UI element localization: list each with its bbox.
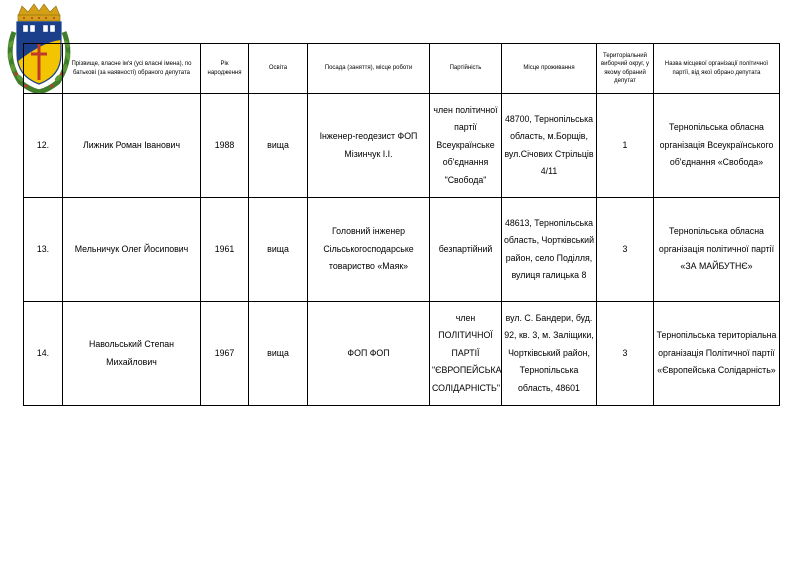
party: член політичної партії Всеукраїнське об'єднання "Свобода" — [430, 94, 502, 198]
organization: Тернопільська обласна організація політичної партії «ЗА МАЙБУТНЄ» — [654, 198, 780, 302]
header-education: Освіта — [249, 44, 308, 94]
party: безпартійний — [430, 198, 502, 302]
deputies-table — [23, 43, 780, 406]
education: вища — [249, 198, 308, 302]
birth-year: 1967 — [201, 302, 249, 406]
table-header-row — [24, 44, 780, 94]
education: вища — [249, 94, 308, 198]
district: 3 — [597, 198, 654, 302]
header-residence: Місце проживання — [502, 44, 597, 94]
organization: Тернопільська обласна організація Всеукраїнського об'єднання «Свобода» — [654, 94, 780, 198]
deputy-name: Мельничук Олег Йосипович — [63, 198, 201, 302]
header-district: Територіальний виборчий округ, у якому обраний депутат — [597, 44, 654, 94]
position: ФОП ФОП — [308, 302, 430, 406]
header-number — [24, 44, 63, 94]
position: Головний інженер Сільськогосподарське товариство «Маяк» — [308, 198, 430, 302]
row-number: 13. — [24, 198, 63, 302]
table-row — [24, 302, 780, 406]
header-name: Прізвище, власне ім'я (усі власні імена), по батькові (за наявності) обраного депутата — [63, 44, 201, 94]
header-organization: Назва місцевої організації політичної партії, від якої обрано депутата — [654, 44, 780, 94]
row-number: 12. — [24, 94, 63, 198]
header-position: Посада (заняття), місце роботи — [308, 44, 430, 94]
position: Інженер-геодезист ФОП Мізинчук І.І. — [308, 94, 430, 198]
residence: 48700, Тернопільська область, м.Борщів, вул.Січових Стрільців 4/11 — [502, 94, 597, 198]
party: член ПОЛІТИЧНОЇ ПАРТІЇ "ЄВРОПЕЙСЬКА СОЛІДАРНІСТЬ" — [430, 302, 502, 406]
table-row — [24, 94, 780, 198]
row-number: 14. — [24, 302, 63, 406]
header-party: Партійність — [430, 44, 502, 94]
table-row — [24, 198, 780, 302]
header-birth-year: Рік народження — [201, 44, 249, 94]
residence: 48613, Тернопільська область, Чортківський район, село Поділля, вулиця галицька 8 — [502, 198, 597, 302]
district: 1 — [597, 94, 654, 198]
deputy-name: Навольський Степан Михайлович — [63, 302, 201, 406]
education: вища — [249, 302, 308, 406]
deputy-name: Лижник Роман Іванович — [63, 94, 201, 198]
organization: Тернопільська територіальна організація Політичної партії «Європейська Солідарність» — [654, 302, 780, 406]
residence: вул. С. Бандери, буд. 92, кв. 3, м. Заліщики, Чортківський район, Тернопільська область, 48601 — [502, 302, 597, 406]
birth-year: 1988 — [201, 94, 249, 198]
district: 3 — [597, 302, 654, 406]
birth-year: 1961 — [201, 198, 249, 302]
